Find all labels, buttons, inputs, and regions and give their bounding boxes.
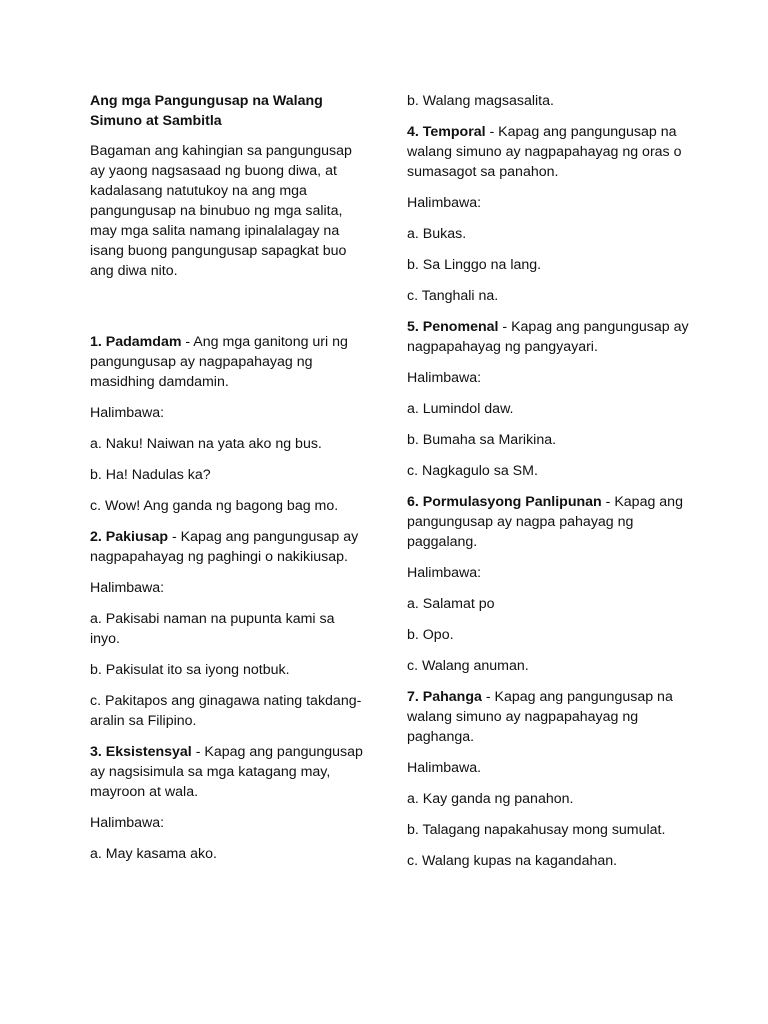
section-heading: 7. Pahanga [407, 689, 482, 705]
section-description: - Ang mga ganitong uri ng pangungusap ay nagpapahayag ng masidhing damdamin. [90, 334, 348, 390]
left-column [90, 91, 366, 875]
section-description: - Kapag ang pangungusap ay nagpapahayag ng pangyayari. [407, 319, 689, 355]
example-item: b. Talagang napakahusay mong sumulat. [407, 822, 666, 838]
section-heading: 6. Pormulasyong Panlipunan [407, 494, 602, 510]
example-item: c. Walang kupas na kagandahan. [407, 853, 618, 869]
example-item: b. Bumaha sa Marikina. [407, 432, 557, 448]
example-item: b. Ha! Nadulas ka? [90, 467, 211, 483]
section-padamdam [90, 332, 366, 392]
section-heading: 5. Penomenal [407, 319, 499, 335]
section-description: - Kapag ang pangungusap ay nagpapahayag ng paghingi o nakikiusap. [90, 529, 359, 565]
example-item: c. Pakitapos ang ginagawa nating takdang-aralin sa Filipino. [90, 693, 362, 729]
example-item: b. Pakisulat ito sa iyong notbuk. [90, 662, 290, 678]
section-description: - Kapag ang pangungusap na walang simuno ay nagpapahayag ng paghanga. [407, 689, 673, 745]
example-item: a. Kay ganda ng panahon. [407, 791, 574, 807]
section-pormulasyong-panlipunan [407, 492, 689, 552]
section-description: - Kapag ang pangungusap ay nagpa pahayag ng paggalang. [407, 494, 683, 550]
section-pahanga [407, 687, 689, 747]
example-item: a. Bukas. [407, 226, 467, 242]
example-item: b. Sa Linggo na lang. [407, 257, 542, 273]
example-item: a. Lumindol daw. [407, 401, 514, 417]
section-heading: 2. Pakiusap [90, 529, 169, 545]
section-description: - Kapag ang pangungusap ay nagsisimula sa mga katagang may, mayroon at wala. [90, 744, 363, 800]
example-label: Halimbawa: [407, 195, 482, 211]
right-column [407, 91, 689, 882]
section-heading: 3. Eksistensyal [90, 744, 192, 760]
example-label: Halimbawa: [90, 580, 165, 596]
example-item: a. Pakisabi naman na pupunta kami sa inyo. [90, 611, 335, 647]
section-heading: 1. Padamdam [90, 334, 182, 350]
section-pakiusap [90, 527, 366, 567]
example-label: Halimbawa: [90, 815, 165, 831]
example-label: Halimbawa: [407, 370, 482, 386]
example-item: a. Naku! Naiwan na yata ako ng bus. [90, 436, 322, 452]
section-eksistensyal [90, 742, 366, 802]
example-item: c. Nagkagulo sa SM. [407, 463, 538, 479]
example-label: Halimbawa. [407, 760, 482, 776]
example-item: b. Walang magsasalita. [407, 93, 554, 109]
section-penomenal [407, 317, 689, 357]
example-item: c. Wow! Ang ganda ng bagong bag mo. [90, 498, 339, 514]
section-heading: 4. Temporal [407, 124, 486, 140]
example-label: Halimbawa: [407, 565, 482, 581]
section-temporal [407, 122, 689, 182]
example-item: a. Salamat po [407, 596, 495, 612]
example-label: Halimbawa: [90, 405, 165, 421]
example-item: c. Tanghali na. [407, 288, 499, 304]
example-item: b. Opo. [407, 627, 454, 643]
example-item: a. May kasama ako. [90, 846, 217, 862]
section-description: - Kapag ang pangungusap na walang simuno ay nagpapahayag ng oras o sumasagot sa panahon. [407, 124, 682, 180]
intro-paragraph: Bagaman ang kahingian sa pangungusap ay yaong nagsasaad ng buong diwa, at kadalasang natutukoy na ang mga pangungusap na binubuo ng mga salita, may mga salita namang ipinalalagay na isang buong pangungusap sapagkat buo ang diwa nito. [90, 143, 352, 279]
document-title: Ang mga Pangungusap na Walang Simuno at Sambitla [90, 93, 323, 129]
example-item: c. Walang anuman. [407, 658, 529, 674]
spacer [90, 292, 366, 332]
